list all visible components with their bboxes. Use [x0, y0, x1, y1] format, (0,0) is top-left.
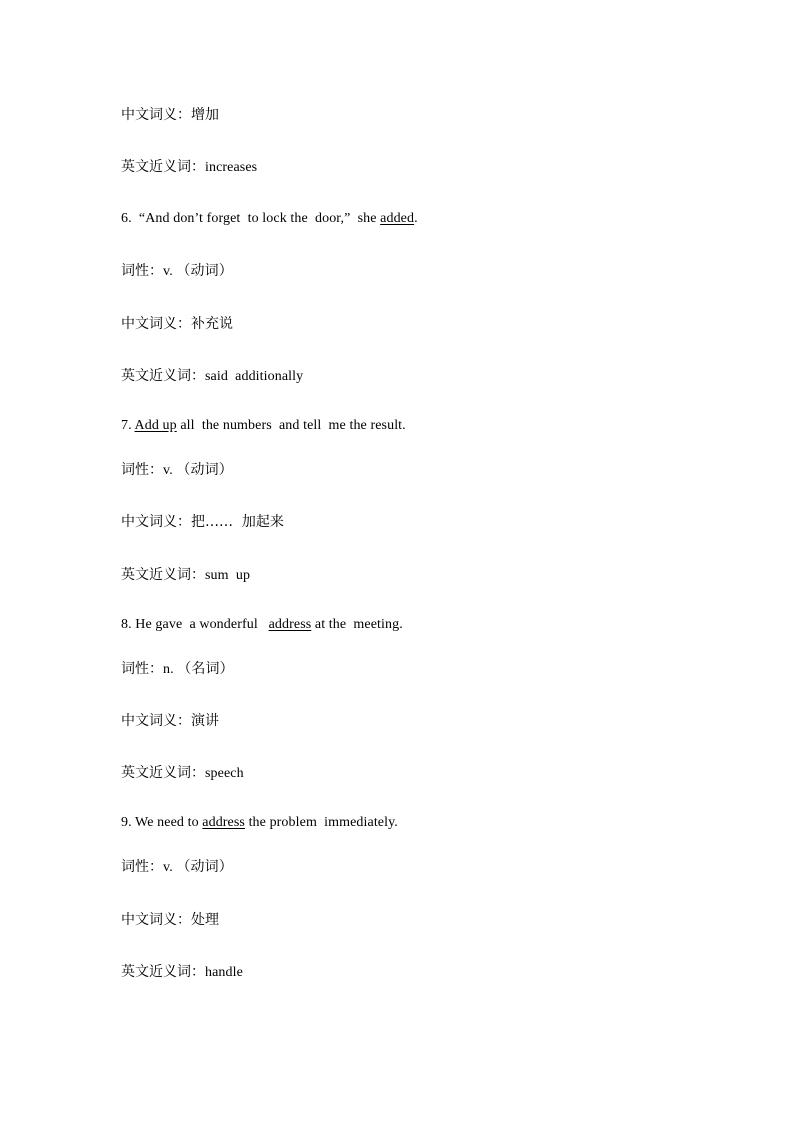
en-synonym-value: sum up — [205, 568, 251, 583]
entry5-cn-meaning — [121, 106, 219, 125]
cn-meaning-value: 增加 — [191, 107, 219, 123]
entry8-pos — [121, 660, 234, 679]
entry6-pos — [121, 262, 233, 281]
entry8-cn-meaning — [121, 712, 219, 731]
entry6-en-synonym — [121, 367, 303, 386]
sentence-text: at the meeting. — [311, 617, 403, 632]
pos-label: 词性： — [121, 263, 163, 279]
cn-meaning-label: 中文词义： — [121, 912, 191, 928]
en-synonym-label: 英文近义词： — [121, 368, 205, 384]
cn-meaning-label: 中文词义： — [121, 316, 191, 332]
sentence-text: 7. — [121, 418, 135, 433]
en-synonym-value: speech — [205, 766, 244, 781]
en-synonym-label: 英文近义词： — [121, 964, 205, 980]
sentence-text: 8. He gave a wonderful — [121, 617, 269, 632]
cn-meaning-label: 中文词义： — [121, 107, 191, 123]
pos-label: 词性： — [121, 859, 163, 875]
entry7-en-synonym — [121, 566, 250, 585]
cn-meaning-value: 把…… 加起来 — [191, 514, 284, 530]
cn-meaning-label: 中文词义： — [121, 713, 191, 729]
sentence-text: 9. We need to — [121, 815, 203, 830]
en-synonym-label: 英文近义词： — [121, 567, 205, 583]
sentence-text: . — [414, 211, 418, 226]
entry7-sentence — [121, 417, 406, 435]
en-synonym-value: said additionally — [205, 369, 304, 384]
sentence-text: the problem immediately. — [244, 815, 398, 830]
entry9-cn-meaning — [121, 911, 219, 930]
entry8-sentence — [121, 616, 403, 634]
sentence-keyword: added — [380, 211, 415, 226]
entry6-cn-meaning — [121, 315, 233, 334]
entry9-sentence — [121, 814, 398, 832]
en-synonym-value: handle — [205, 965, 243, 980]
en-synonym-label: 英文近义词： — [121, 159, 205, 175]
entry7-pos — [121, 461, 233, 480]
pos-value: v. （动词） — [163, 860, 233, 875]
sentence-text: 6. “And don’t forget to lock the door,” she — [121, 211, 381, 226]
pos-value: v. （动词） — [163, 463, 233, 478]
en-synonym-label: 英文近义词： — [121, 765, 205, 781]
sentence-text: all the numbers and tell me the result. — [176, 418, 406, 433]
sentence-keyword: address — [268, 617, 312, 632]
entry8-en-synonym — [121, 764, 244, 783]
pos-value: v. （动词） — [163, 264, 233, 279]
entry6-sentence — [121, 210, 418, 228]
entry9-pos — [121, 858, 233, 877]
cn-meaning-value: 补充说 — [191, 316, 233, 332]
sentence-keyword: address — [202, 815, 245, 830]
en-synonym-value: increases — [205, 160, 258, 175]
cn-meaning-value: 处理 — [191, 912, 219, 928]
cn-meaning-value: 演讲 — [191, 713, 219, 729]
cn-meaning-label: 中文词义： — [121, 514, 191, 530]
sentence-keyword: Add up — [134, 418, 177, 433]
entry5-en-synonym — [121, 158, 257, 177]
pos-label: 词性： — [121, 661, 163, 677]
entry9-en-synonym — [121, 963, 243, 982]
pos-value: n. （名词） — [163, 662, 234, 677]
pos-label: 词性： — [121, 462, 163, 478]
entry7-cn-meaning — [121, 513, 284, 532]
